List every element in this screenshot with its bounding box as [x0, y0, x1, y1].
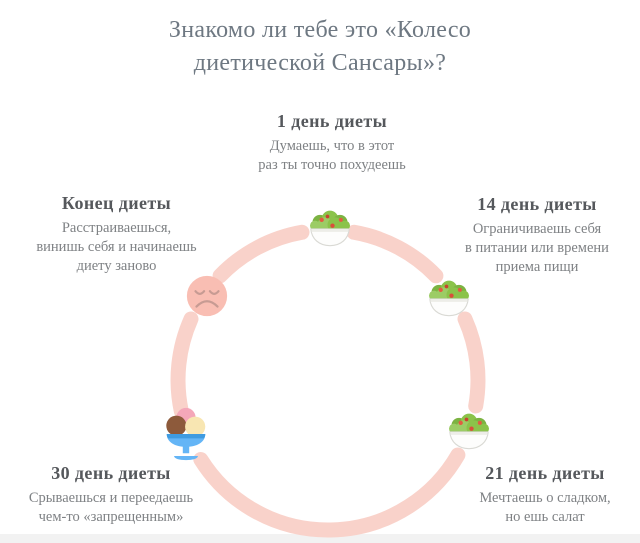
- stage-day30-heading: 30 день диеты: [51, 463, 171, 483]
- stage-day21-heading: 21 день диеты: [485, 463, 605, 483]
- stage-diet-end-text: Расстраиваешься,: [61, 220, 172, 236]
- ice-cream-sundae-icon: [164, 406, 208, 462]
- salad-bowl-icon: [444, 412, 494, 452]
- stage-day1-text: раз ты точно похудеешь: [258, 157, 406, 173]
- stage-day30: [1, 463, 221, 527]
- stage-day30-text: Срываешься и переедаешь: [28, 490, 194, 506]
- stage-day21-text: но ешь салат: [505, 509, 585, 525]
- stage-day14-text: приема пищи: [495, 259, 579, 275]
- stage-diet-end: [8, 193, 225, 276]
- stage-day21-text: Мечтаешь о сладком,: [479, 490, 611, 506]
- stage-day30-text: чем-то «запрещенным»: [38, 509, 184, 525]
- salad-bowl-icon: [424, 279, 474, 319]
- stage-diet-end-text: диету заново: [76, 258, 157, 274]
- stage-day14: [433, 194, 640, 277]
- page-title-line1: Знакомо ли тебе это «Колесо: [168, 17, 472, 43]
- stage-day1: [202, 111, 462, 175]
- stage-day1-text: Думаешь, что в этот: [269, 138, 395, 154]
- stage-day14-text: в питании или времени: [465, 240, 609, 256]
- sad-face-icon: [184, 273, 230, 319]
- bottom-divider: [0, 534, 640, 543]
- page-title: [0, 14, 640, 80]
- stage-day14-heading: 14 день диеты: [477, 194, 597, 214]
- page-title-line2: диетической Сансары»?: [193, 50, 447, 76]
- stage-diet-end-text: винишь себя и начинаешь: [36, 239, 197, 255]
- stage-day14-text: Ограничиваешь себя: [472, 221, 602, 237]
- salad-bowl-icon: [305, 209, 355, 249]
- stage-day1-heading: 1 день диеты: [276, 111, 388, 131]
- stage-diet-end-heading: Конец диеты: [61, 193, 172, 213]
- stage-day21: [441, 463, 640, 527]
